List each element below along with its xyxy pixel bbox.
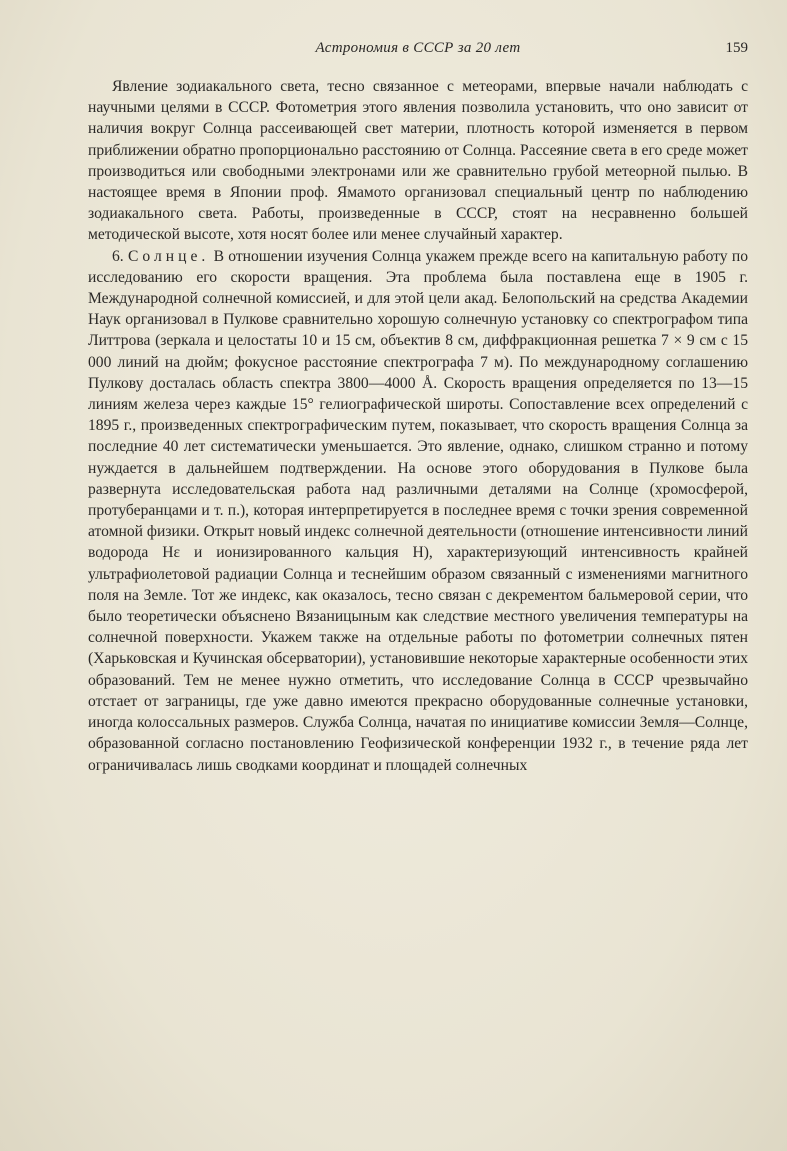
body-text <box>88 76 748 776</box>
section-text: В отношении изучения Солнца укажем прежде всего на капитальную работу по исследованию его скорости вращения. Эта проблема была поставлена еще в 1905 г. Международной солнечной комиссией, и для этой цели акад. Белопольский на средства Академии Наук организовал в Пулкове сравнительно хорошую солнечную установку со спектрографом типа Литтрова (зеркала и целостаты 10 и 15 см, объектив 8 см, диффракционная решетка 7 × 9 см с 15 000 линий на дюйм; фокусное расстояние спектрографа 7 м). По международному соглашению Пулкову досталась область спектра 3800—4000 Å. Скорость вращения определяется по 13—15 линиям железа через каждые 15° гелиографической широты. Сопоставление всех определений с 1895 г., произведенных спектрографическим путем, показывает, что скорость вращения Солнца за последние 40 лет систематически уменьшается. Это явление, однако, слишком странно и потому нуждается в дальнейшем подтверждении. На основе этого оборудования в Пулкове была развернута исследовательская работа над различными деталями на Солнце (хромосферой, протуберанцами и т. п.), которая интерпретируется в последнее время с точки зрения современной атомной физики. Открыт новый индекс солнечной деятельности (отношение интенсивности линий водорода Hε и ионизированного кальция H), характеризующий интенсивность крайней ультрафиолетовой радиации Солнца и теснейшим образом связанный с изменениями магнитного поля на Земле. Тот же индекс, как оказалось, тесно связан с декрементом бальмеровой серии, что было теоретически объяснено Вязаницыным как следствие местного увеличения температуры на солнечной поверхности. Укажем также на отдельные работы по фотометрии солнечных пятен (Харьковская и Кучинская обсерватории), установившие некоторые характерные особенности этих образований. Тем не менее нужно отметить, что исследование Солнца в СССР чрезвычайно отстает от заграницы, где уже давно имеются прекрасно оборудованные солнечные установки, иногда колоссальных размеров. Служба Солнца, начатая по инициативе комиссии Земля—Солнце, образованной согласно постановлению Геофизической конференции 1932 г., в течение ряда лет ограничивалась лишь сводками координат и площадей солнечных <box>88 247 748 774</box>
paragraph-zodiacal-light: Явление зодиакального света, тесно связанное с метеорами, впервые начали наблюдать с научными целями в СССР. Фотометрия этого явления позволила установить, что оно зависит от наличия вокруг Солнца рассеивающей свет материи, плотность которой изменяется в первом приближении обратно пропорционально расстоянию от Солнца. Рассеяние света в его среде может производиться или свободными электронами или же сравнительно грубой метеорной пылью. В настоящее время в Японии проф. Ямамото организовал специальный центр по наблюдению зодиакального света. Работы, произведенные в СССР, стоят на несравненно большей методической высоте, хотя носят более или менее случайный характер. <box>88 78 748 244</box>
section-number: 6. <box>112 247 124 265</box>
section-heading: Солнце. <box>127 247 210 265</box>
page-header <box>88 40 748 64</box>
paragraph-sun <box>88 246 748 776</box>
page-number: 159 <box>725 40 748 56</box>
running-title: Астрономия в СССР за 20 лет <box>315 40 521 56</box>
